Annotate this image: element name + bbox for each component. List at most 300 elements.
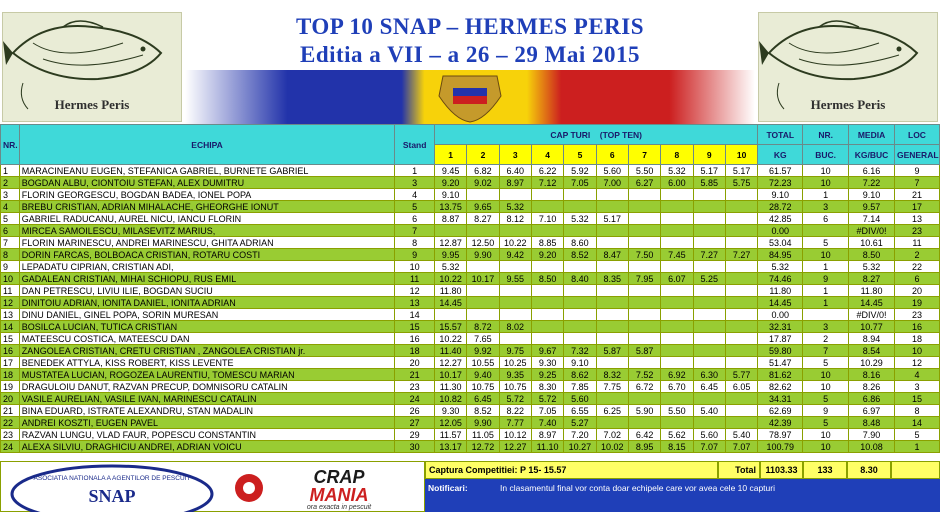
table-row	[1, 285, 940, 297]
cell-cap-2: 10.75	[467, 381, 499, 393]
cell-media: #DIV/0!	[849, 309, 895, 321]
cell-buc: 10	[803, 429, 849, 441]
header-cap-1: 1	[434, 145, 466, 165]
cell-team: MARACINEANU EUGEN, STEFANICA GABRIEL, BURNETE GABRIEL	[19, 165, 395, 177]
cell-total: 42.39	[758, 417, 803, 429]
cell-team: GABRIEL RADUCANU, AUREL NICU, IANCU FLORIN	[19, 213, 395, 225]
header-echipa: ECHIPA	[19, 125, 395, 165]
header-nr: NR.	[1, 125, 20, 165]
cell-media: 11.80	[849, 285, 895, 297]
cell-cap-3: 8.02	[499, 321, 531, 333]
cell-nr: 22	[1, 417, 20, 429]
cell-cap-8	[661, 237, 693, 249]
cell-loc: 21	[894, 189, 939, 201]
cell-cap-1: 13.75	[434, 201, 466, 213]
cell-nr: 1	[1, 165, 20, 177]
cell-cap-4	[531, 333, 563, 345]
cell-buc: 9	[803, 273, 849, 285]
header-stand: Stand	[395, 125, 435, 165]
cell-cap-3	[499, 225, 531, 237]
cell-cap-5: 8.40	[564, 273, 596, 285]
cell-cap-6: 8.35	[596, 273, 628, 285]
cell-cap-2	[467, 225, 499, 237]
cell-cap-9	[693, 393, 725, 405]
cell-cap-6: 7.00	[596, 177, 628, 189]
cell-cap-4: 8.50	[531, 273, 563, 285]
header-nr-buc-unit: BUC.	[803, 145, 849, 165]
table-row	[1, 369, 940, 381]
cell-cap-8: 6.07	[661, 273, 693, 285]
cell-stand: 9	[395, 249, 435, 261]
cell-stand: 5	[395, 201, 435, 213]
cell-cap-4: 9.20	[531, 249, 563, 261]
cell-loc: 15	[894, 393, 939, 405]
cell-cap-5: 5.92	[564, 165, 596, 177]
cell-cap-4	[531, 285, 563, 297]
cell-loc: 3	[894, 381, 939, 393]
cell-cap-7: 6.27	[628, 177, 660, 189]
cell-buc: 10	[803, 249, 849, 261]
cell-team: ALEXA SILVIU, DRAGHICIU ANDREI, ADRIAN VOICU	[19, 441, 395, 453]
cell-loc: 1	[894, 441, 939, 453]
cell-cap-3	[499, 333, 531, 345]
cell-team: LEPADATU CIPRIAN, CRISTIAN ADI,	[19, 261, 395, 273]
cell-cap-7: 6.42	[628, 429, 660, 441]
header-cap-6: 6	[596, 145, 628, 165]
header-nr-buc: NR.	[803, 125, 849, 145]
cell-buc: 5	[803, 417, 849, 429]
cell-cap-9: 5.25	[693, 273, 725, 285]
cell-cap-9	[693, 357, 725, 369]
cell-nr: 19	[1, 381, 20, 393]
cell-stand: 10	[395, 261, 435, 273]
cell-loc: 7	[894, 177, 939, 189]
cell-nr: 13	[1, 309, 20, 321]
cell-team: DAN PETRESCU, LIVIU ILIE, BOGDAN SUCIU	[19, 285, 395, 297]
cell-cap-6	[596, 333, 628, 345]
cell-cap-7: 7.50	[628, 249, 660, 261]
cell-cap-5	[564, 297, 596, 309]
cell-loc: 9	[894, 165, 939, 177]
cell-media: 7.90	[849, 429, 895, 441]
cell-team: MATEESCU COSTICA, MATEESCU DAN	[19, 333, 395, 345]
cell-total: 9.10	[758, 189, 803, 201]
table-row	[1, 261, 940, 273]
cell-cap-3: 9.35	[499, 369, 531, 381]
cell-cap-8	[661, 417, 693, 429]
cell-cap-4: 8.97	[531, 429, 563, 441]
results-table-area	[0, 124, 940, 453]
cell-cap-8	[661, 285, 693, 297]
results-table	[0, 124, 940, 453]
cell-cap-6	[596, 189, 628, 201]
cell-cap-5	[564, 189, 596, 201]
cell-total: 11.80	[758, 285, 803, 297]
cell-team: BOGDAN ALBU, CIONTOIU STEFAN, ALEX DUMITRU	[19, 177, 395, 189]
notification-text: In clasamentul final vor conta doar echipele care vor avea cele 10 capturi	[500, 483, 775, 493]
cell-media: 8.94	[849, 333, 895, 345]
total-kg: 1103.33	[760, 461, 803, 479]
cell-team: RAZVAN LUNGU, VLAD FAUR, POPESCU CONSTANTIN	[19, 429, 395, 441]
cell-cap-5	[564, 333, 596, 345]
cell-cap-5: 8.62	[564, 369, 596, 381]
cell-nr: 8	[1, 249, 20, 261]
cell-cap-6	[596, 201, 628, 213]
cell-cap-3: 10.22	[499, 237, 531, 249]
cell-cap-9	[693, 417, 725, 429]
cell-cap-5	[564, 261, 596, 273]
cell-media: #DIV/0!	[849, 225, 895, 237]
cell-buc: 5	[803, 357, 849, 369]
cell-cap-8	[661, 333, 693, 345]
cell-cap-3: 10.25	[499, 357, 531, 369]
cell-cap-5: 7.85	[564, 381, 596, 393]
cell-loc: 5	[894, 429, 939, 441]
cell-stand: 20	[395, 357, 435, 369]
table-row	[1, 297, 940, 309]
cell-media: 7.14	[849, 213, 895, 225]
cell-stand: 18	[395, 345, 435, 357]
cell-cap-10: 7.27	[725, 249, 757, 261]
cell-cap-2: 6.82	[467, 165, 499, 177]
cell-cap-3: 8.97	[499, 177, 531, 189]
cell-cap-1: 14.45	[434, 297, 466, 309]
results-table-body	[1, 165, 940, 453]
cell-loc: 22	[894, 261, 939, 273]
cell-cap-6: 5.17	[596, 213, 628, 225]
cell-stand: 14	[395, 309, 435, 321]
cell-media: 9.57	[849, 201, 895, 213]
table-row	[1, 237, 940, 249]
cell-cap-1: 5.32	[434, 261, 466, 273]
cell-cap-3: 8.22	[499, 405, 531, 417]
cell-cap-4	[531, 225, 563, 237]
cell-cap-1: 12.87	[434, 237, 466, 249]
cell-cap-5: 5.60	[564, 393, 596, 405]
cell-buc: 10	[803, 369, 849, 381]
cell-cap-7: 5.50	[628, 165, 660, 177]
cell-loc: 17	[894, 201, 939, 213]
cell-stand: 23	[395, 381, 435, 393]
cell-nr: 18	[1, 369, 20, 381]
cell-cap-1: 12.27	[434, 357, 466, 369]
cell-cap-10	[725, 189, 757, 201]
cell-cap-8	[661, 345, 693, 357]
cell-cap-3: 8.12	[499, 213, 531, 225]
cell-buc: 1	[803, 189, 849, 201]
table-row	[1, 405, 940, 417]
cell-cap-1: 9.30	[434, 405, 466, 417]
cell-buc: 5	[803, 393, 849, 405]
cell-cap-2: 7.65	[467, 333, 499, 345]
cell-cap-6	[596, 297, 628, 309]
cell-cap-1	[434, 225, 466, 237]
cell-cap-4: 7.10	[531, 213, 563, 225]
cell-cap-10	[725, 297, 757, 309]
cell-team: BINA EDUARD, ISTRATE ALEXANDRU, STAN MADALIN	[19, 405, 395, 417]
cell-cap-7: 6.72	[628, 381, 660, 393]
cell-buc: 2	[803, 333, 849, 345]
cell-cap-1: 11.30	[434, 381, 466, 393]
cell-cap-8	[661, 189, 693, 201]
table-row	[1, 273, 940, 285]
cell-loc: 13	[894, 213, 939, 225]
cell-stand: 8	[395, 237, 435, 249]
cell-cap-6	[596, 321, 628, 333]
cell-cap-2: 9.90	[467, 417, 499, 429]
cell-cap-8: 5.50	[661, 405, 693, 417]
cell-cap-10	[725, 345, 757, 357]
cell-cap-3: 10.75	[499, 381, 531, 393]
cell-buc: 1	[803, 297, 849, 309]
cell-cap-9: 6.30	[693, 369, 725, 381]
cell-buc	[803, 225, 849, 237]
cell-cap-6	[596, 225, 628, 237]
cell-cap-9	[693, 213, 725, 225]
header-cap-2: 2	[467, 145, 499, 165]
cell-cap-5: 5.32	[564, 213, 596, 225]
cell-cap-8	[661, 213, 693, 225]
cell-nr: 4	[1, 201, 20, 213]
cell-cap-4: 7.40	[531, 417, 563, 429]
cell-cap-10	[725, 261, 757, 273]
cell-cap-9: 5.85	[693, 177, 725, 189]
cell-cap-7	[628, 285, 660, 297]
cell-nr: 9	[1, 261, 20, 273]
cell-cap-7	[628, 321, 660, 333]
cell-loc: 8	[894, 405, 939, 417]
cell-cap-9: 5.40	[693, 405, 725, 417]
cell-cap-1: 12.05	[434, 417, 466, 429]
cell-cap-1: 11.80	[434, 285, 466, 297]
cell-cap-7	[628, 201, 660, 213]
cell-loc: 18	[894, 333, 939, 345]
cell-total: 61.57	[758, 165, 803, 177]
cell-nr: 17	[1, 357, 20, 369]
cell-loc: 20	[894, 285, 939, 297]
cell-team: FLORIN GEORGESCU, BOGDAN BADEA, IONEL POPA	[19, 189, 395, 201]
cell-cap-8: 6.70	[661, 381, 693, 393]
cell-cap-7: 5.87	[628, 345, 660, 357]
sponsor-logos	[0, 461, 425, 512]
cell-cap-1: 10.82	[434, 393, 466, 405]
cell-team: VASILE AURELIAN, VASILE IVAN, MARINESCU CATALIN	[19, 393, 395, 405]
cell-cap-3: 6.40	[499, 165, 531, 177]
page-subtitle: Editia a VII – a 26 – 29 Mai 2015	[299, 42, 641, 67]
snap-logo	[7, 464, 217, 512]
cell-cap-10	[725, 321, 757, 333]
cell-cap-1: 10.22	[434, 273, 466, 285]
cell-total: 82.62	[758, 381, 803, 393]
cell-media: 8.16	[849, 369, 895, 381]
cell-media: 8.48	[849, 417, 895, 429]
cell-buc: 10	[803, 165, 849, 177]
cell-cap-7	[628, 189, 660, 201]
header-cap-turi	[434, 125, 757, 145]
cell-cap-8	[661, 297, 693, 309]
hermes-peris-logo-left	[2, 12, 182, 122]
cell-total: 5.32	[758, 261, 803, 273]
cell-loc: 16	[894, 321, 939, 333]
cell-team: DRAGULOIU DANUT, RAZVAN PRECUP, DOMNISORU CATALIN	[19, 381, 395, 393]
cell-nr: 2	[1, 177, 20, 189]
cell-cap-2: 9.65	[467, 201, 499, 213]
table-row	[1, 357, 940, 369]
cell-cap-9	[693, 261, 725, 273]
cell-cap-10	[725, 333, 757, 345]
cell-cap-3: 9.55	[499, 273, 531, 285]
cell-cap-4: 9.30	[531, 357, 563, 369]
cell-cap-9: 6.45	[693, 381, 725, 393]
cell-cap-2	[467, 285, 499, 297]
cell-cap-4: 9.67	[531, 345, 563, 357]
notification-label: Notificari:	[428, 483, 468, 493]
cell-stand: 26	[395, 405, 435, 417]
cell-cap-1: 10.22	[434, 333, 466, 345]
cell-cap-5: 7.05	[564, 177, 596, 189]
cell-cap-9	[693, 309, 725, 321]
cell-cap-1: 15.57	[434, 321, 466, 333]
cell-total: 51.47	[758, 357, 803, 369]
table-row	[1, 249, 940, 261]
page-header	[0, 0, 940, 124]
cell-media: 6.86	[849, 393, 895, 405]
cell-cap-9	[693, 285, 725, 297]
cell-cap-10	[725, 357, 757, 369]
header-cap-7: 7	[628, 145, 660, 165]
cell-media: 6.97	[849, 405, 895, 417]
brand-label: Hermes Peris	[54, 97, 130, 112]
cell-cap-8: 6.92	[661, 369, 693, 381]
cell-cap-5: 6.55	[564, 405, 596, 417]
cell-stand: 29	[395, 429, 435, 441]
cell-cap-7	[628, 297, 660, 309]
page-title: TOP 10 SNAP – HERMES PERIS	[295, 14, 645, 39]
cell-cap-10	[725, 201, 757, 213]
cell-stand: 16	[395, 333, 435, 345]
cell-cap-7	[628, 309, 660, 321]
cell-nr: 24	[1, 441, 20, 453]
cell-total: 81.62	[758, 369, 803, 381]
cell-nr: 6	[1, 225, 20, 237]
cell-loc: 2	[894, 249, 939, 261]
cell-total: 53.04	[758, 237, 803, 249]
captura-label: Captura Competitiei: P 15- 15.57	[425, 461, 718, 479]
cell-cap-9	[693, 297, 725, 309]
cell-cap-2: 6.45	[467, 393, 499, 405]
cell-nr: 16	[1, 345, 20, 357]
cell-cap-7: 5.90	[628, 405, 660, 417]
cell-cap-7	[628, 261, 660, 273]
cell-cap-3: 5.32	[499, 201, 531, 213]
cell-team: BOSILCA LUCIAN, TUTICA CRISTIAN	[19, 321, 395, 333]
cell-total: 42.85	[758, 213, 803, 225]
cell-cap-9: 7.07	[693, 441, 725, 453]
cell-media: 8.26	[849, 381, 895, 393]
cell-cap-2: 10.55	[467, 357, 499, 369]
cell-nr: 20	[1, 393, 20, 405]
table-row	[1, 333, 940, 345]
cell-cap-6: 7.02	[596, 429, 628, 441]
cell-team: DORIN FARCAS, BOLBOACA CRISTIAN, ROTARU COSTI	[19, 249, 395, 261]
cell-nr: 11	[1, 285, 20, 297]
cell-total: 32.31	[758, 321, 803, 333]
cell-cap-8: 8.15	[661, 441, 693, 453]
cell-loc: 14	[894, 417, 939, 429]
cell-team: DINU DANIEL, GINEL POPA, SORIN MURESAN	[19, 309, 395, 321]
cell-cap-9	[693, 333, 725, 345]
cell-loc: 11	[894, 237, 939, 249]
cell-total: 0.00	[758, 225, 803, 237]
cell-cap-6	[596, 393, 628, 405]
header-cap-5: 5	[564, 145, 596, 165]
cell-cap-5: 9.10	[564, 357, 596, 369]
cell-total: 14.45	[758, 297, 803, 309]
cell-cap-7	[628, 213, 660, 225]
cell-cap-5: 7.20	[564, 429, 596, 441]
cell-cap-6: 7.75	[596, 381, 628, 393]
cell-cap-10	[725, 309, 757, 321]
cell-total: 62.69	[758, 405, 803, 417]
cell-cap-8: 6.00	[661, 177, 693, 189]
cell-cap-9	[693, 225, 725, 237]
cell-cap-10	[725, 237, 757, 249]
cell-cap-8	[661, 261, 693, 273]
cell-loc: 19	[894, 297, 939, 309]
cell-cap-6	[596, 237, 628, 249]
crap-logo-slogan: ora exacta in pescuit	[306, 504, 372, 511]
cell-cap-3: 9.75	[499, 345, 531, 357]
page-footer	[0, 461, 940, 512]
cell-total: 28.72	[758, 201, 803, 213]
cell-loc: 4	[894, 369, 939, 381]
cell-team: ANDREI KOSZTI, EUGEN PAVEL	[19, 417, 395, 429]
cell-buc: 6	[803, 213, 849, 225]
cell-cap-2	[467, 189, 499, 201]
cell-cap-4	[531, 309, 563, 321]
table-row	[1, 441, 940, 453]
cell-cap-6: 5.87	[596, 345, 628, 357]
cell-stand: 11	[395, 273, 435, 285]
cell-team: FLORIN MARINESCU, ANDREI MARINESCU, GHITA ADRIAN	[19, 237, 395, 249]
cell-cap-5: 8.52	[564, 249, 596, 261]
cell-cap-10	[725, 405, 757, 417]
cell-total: 84.95	[758, 249, 803, 261]
cell-media: 8.27	[849, 273, 895, 285]
cell-total: 59.80	[758, 345, 803, 357]
cell-cap-2: 9.40	[467, 369, 499, 381]
cell-cap-8: 5.32	[661, 165, 693, 177]
cell-cap-5	[564, 321, 596, 333]
table-row	[1, 309, 940, 321]
cell-cap-7: 7.95	[628, 273, 660, 285]
cell-cap-6: 6.25	[596, 405, 628, 417]
cell-media: 8.50	[849, 249, 895, 261]
cell-nr: 15	[1, 333, 20, 345]
cell-buc	[803, 309, 849, 321]
cell-cap-2: 8.72	[467, 321, 499, 333]
crap-logo-bottom: MANIA	[309, 485, 369, 505]
cell-stand: 6	[395, 213, 435, 225]
cell-cap-10: 5.77	[725, 369, 757, 381]
cell-cap-8: 5.62	[661, 429, 693, 441]
cell-cap-5	[564, 225, 596, 237]
cell-total: 17.87	[758, 333, 803, 345]
cell-cap-6: 10.02	[596, 441, 628, 453]
cell-cap-1: 10.17	[434, 369, 466, 381]
total-buc: 133	[803, 461, 847, 479]
cell-cap-4	[531, 261, 563, 273]
